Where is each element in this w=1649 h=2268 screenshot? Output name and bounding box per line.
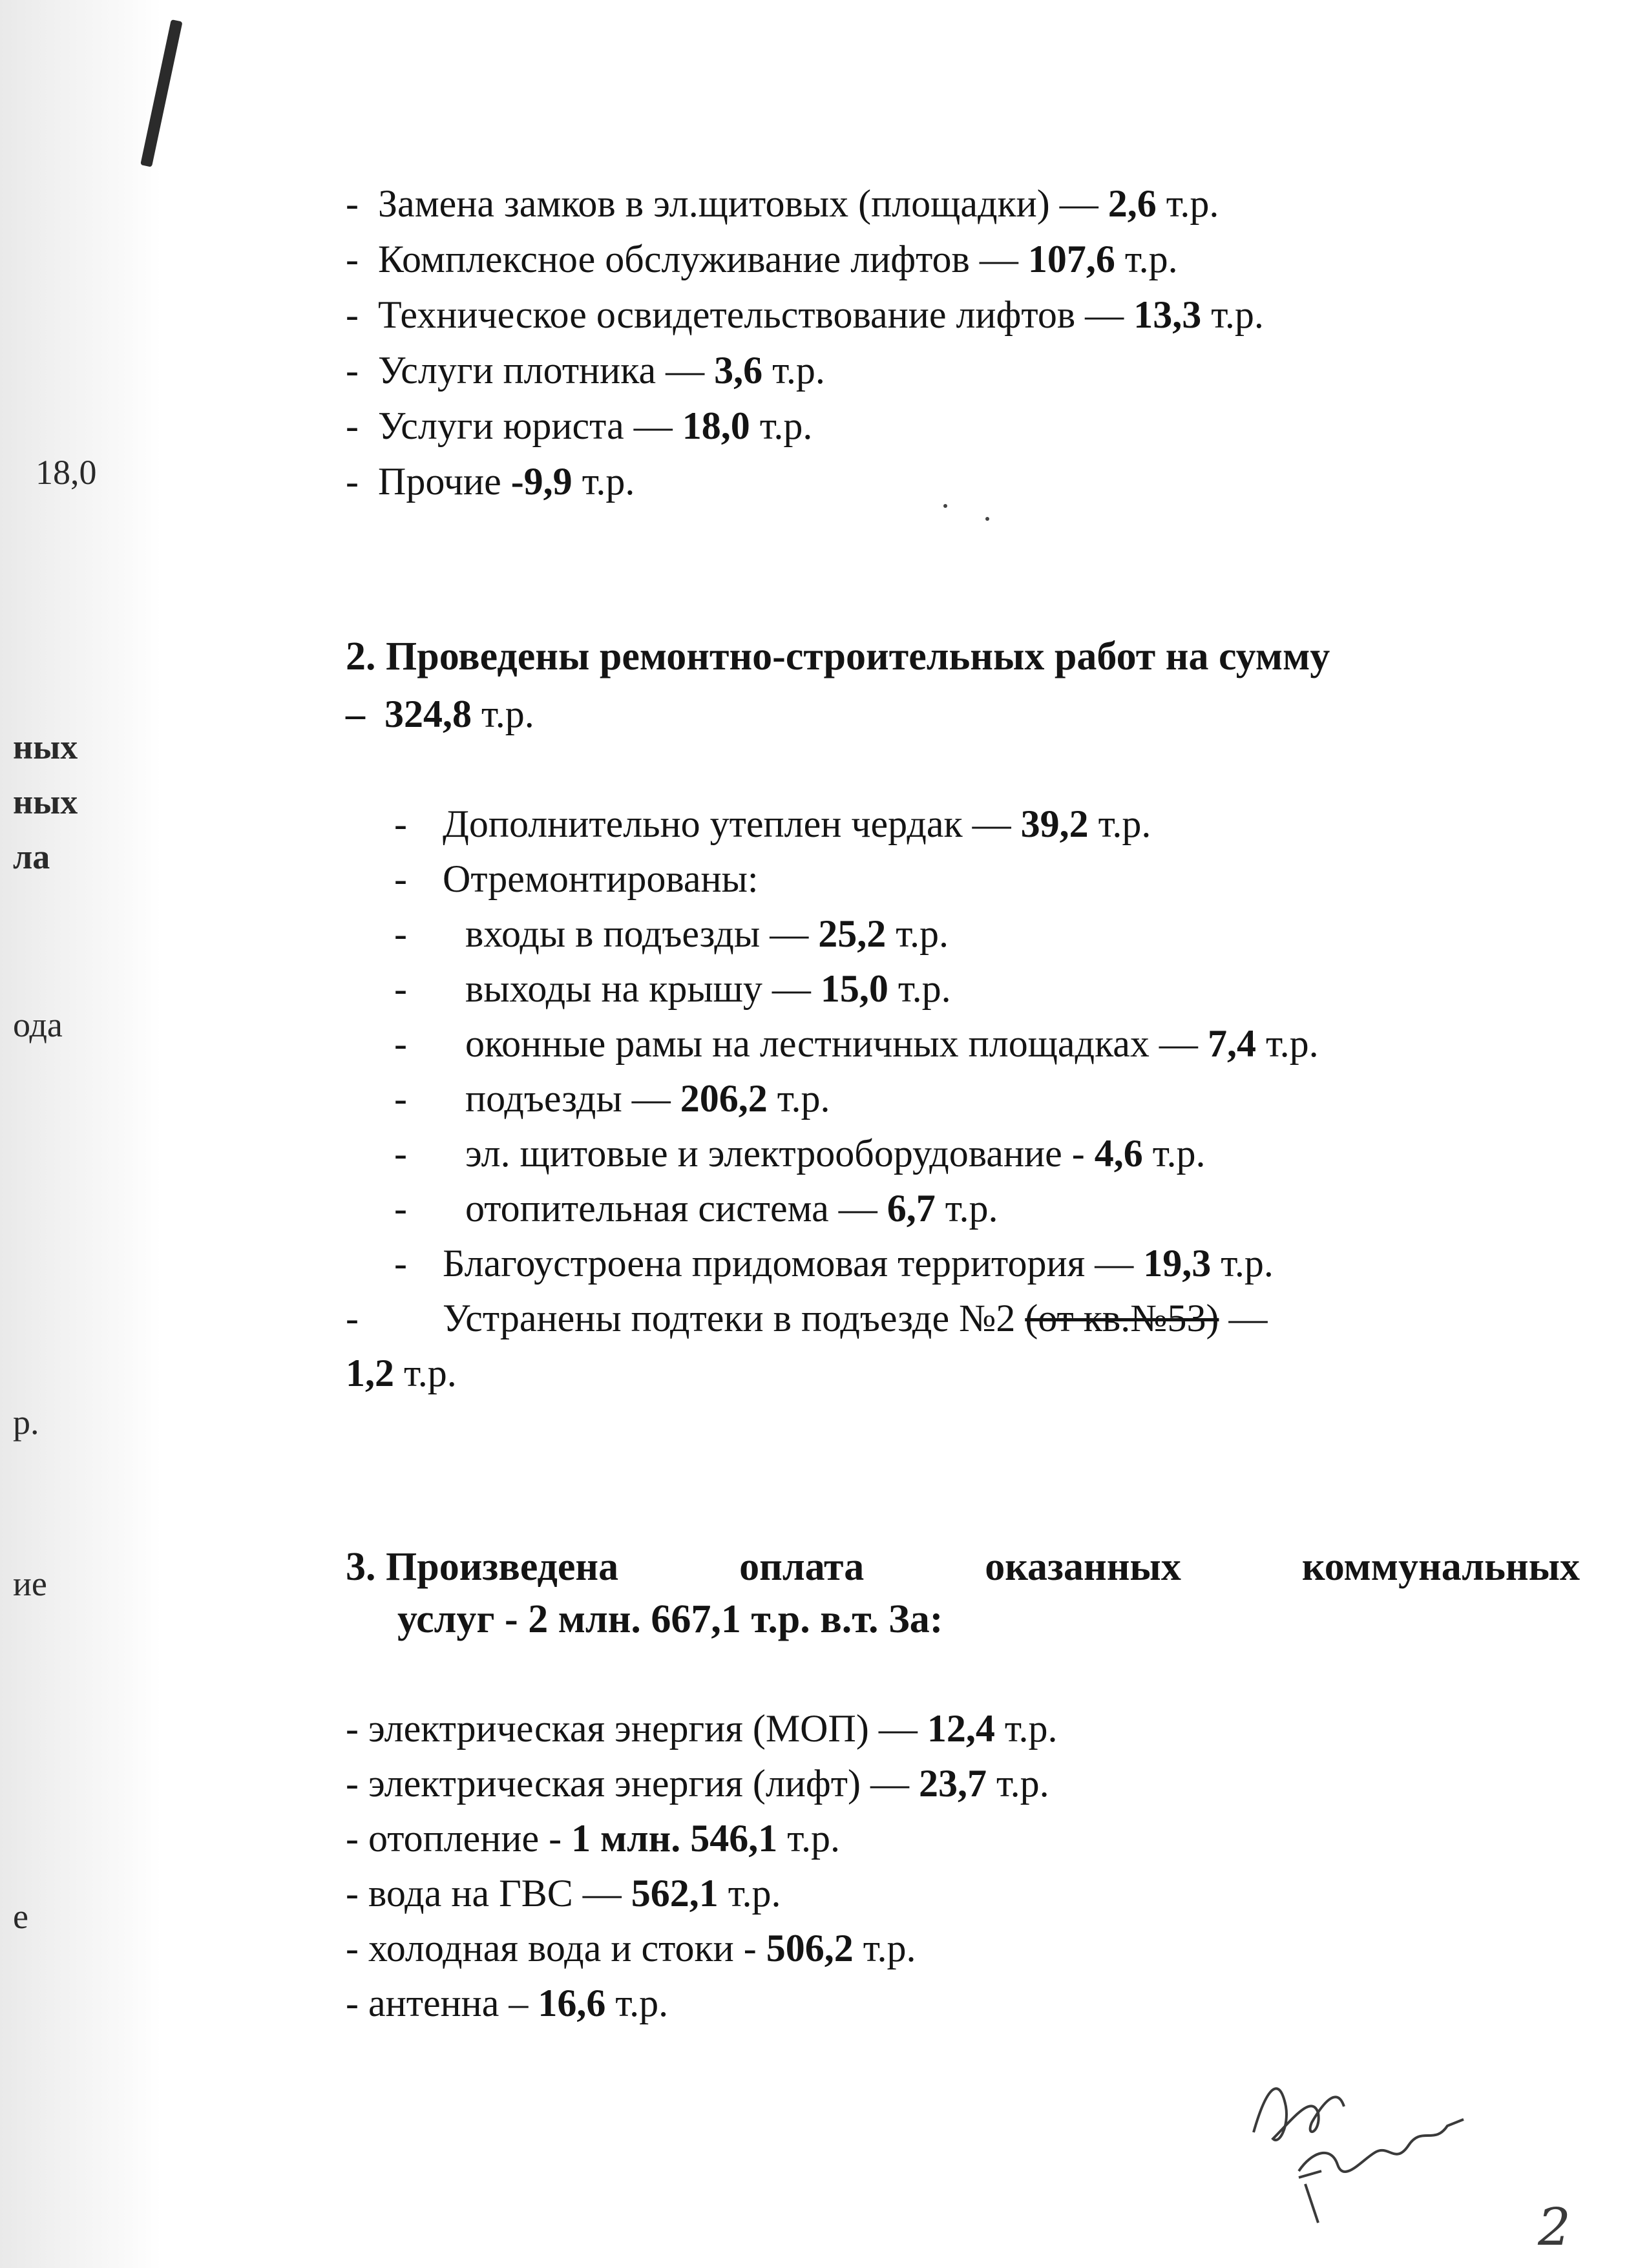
bullet-dash-icon: - [346, 238, 359, 280]
list-item: - Благоустроена придомовая территория — 19,3 т.р. [394, 1242, 1274, 1285]
list-item-continuation: 1,2 т.р. [346, 1352, 457, 1394]
handwritten-page-number: 2 [1538, 2197, 1571, 2257]
handwritten-signature [1241, 2048, 1512, 2236]
list-item: - вода на ГВС — 562,1 т.р. [346, 1872, 781, 1915]
bullet-dash-icon: - [346, 460, 359, 503]
list-item: - Комплексное обслуживание лифтов — 107,6 т.р. [346, 238, 1178, 280]
margin-bleed-text: ла [13, 837, 50, 876]
margin-bleed-text: р. [13, 1403, 39, 1442]
bullet-dash-icon: - [394, 1077, 407, 1120]
amount: 16,6 [538, 1982, 606, 2024]
amount: 15,0 [820, 967, 888, 1010]
amount: 12,4 [927, 1707, 995, 1750]
list-item: - Дополнительно утеплен чердак — 39,2 т.р. [394, 803, 1151, 845]
list-item: - входы в подъезды — 25,2 т.р. [394, 912, 949, 955]
amount: 324,8 [384, 693, 472, 735]
list-item: - электрическая энергия (лифт) — 23,7 т.р. [346, 1762, 1049, 1805]
list-item: - оконные рамы на лестничных площадках — 7,4 т.р. [394, 1022, 1319, 1065]
bullet-dash-icon: - [394, 1242, 407, 1285]
amount: 2,6 [1108, 182, 1157, 225]
margin-bleed-text: е [13, 1897, 28, 1936]
amount: 6,7 [887, 1187, 936, 1230]
list-item: - антенна – 16,6 т.р. [346, 1982, 669, 2024]
margin-bleed-text: ных [13, 728, 78, 766]
amount: 39,2 [1020, 803, 1089, 845]
section-heading: 2. Проведены ремонтно-строительных работ на сумму [346, 635, 1330, 678]
section-heading-line2: услуг - 2 млн. 667,1 т.р. в.т. За: [397, 1597, 943, 1641]
list-item: - электрическая энергия (МОП) — 12,4 т.р. [346, 1707, 1058, 1750]
bullet-dash-icon: - [346, 293, 359, 336]
amount: 506,2 [766, 1927, 854, 1969]
bullet-dash-icon: - [346, 404, 359, 447]
amount: 1 млн. 546,1 [571, 1817, 778, 1860]
bullet-dash-icon: - [394, 803, 407, 845]
list-item: - выходы на крышу — 15,0 т.р. [394, 967, 951, 1010]
list-item: - Услуги плотника — 3,6 т.р. [346, 349, 825, 392]
list-item: - Отремонтированы: [394, 857, 759, 900]
amount: 4,6 [1094, 1132, 1143, 1175]
bullet-dash-icon: - [394, 1132, 407, 1175]
amount: 23,7 [918, 1762, 987, 1805]
amount: 7,4 [1207, 1022, 1256, 1065]
margin-bleed-text: ие [13, 1564, 47, 1603]
amount: 562,1 [631, 1872, 719, 1915]
struck-text: (от кв.№53) [1025, 1297, 1219, 1339]
bullet-dash-icon: - [346, 1297, 359, 1339]
margin-bleed-text: 18,0 [36, 453, 97, 492]
scan-speck [985, 517, 989, 521]
amount: 19,3 [1143, 1242, 1212, 1285]
list-item: - отопительная система — 6,7 т.р. [394, 1187, 998, 1230]
list-item: - холодная вода и стоки - 506,2 т.р. [346, 1927, 916, 1969]
amount: 13,3 [1133, 293, 1202, 336]
list-item: - Замена замков в эл.щитовых (площадки) — 2,6 т.р. [346, 182, 1219, 225]
amount: 107,6 [1027, 238, 1115, 280]
amount: 18,0 [682, 404, 750, 447]
amount: 206,2 [680, 1077, 768, 1120]
amount: 25,2 [818, 912, 887, 955]
list-item: - подъезды — 206,2 т.р. [394, 1077, 830, 1120]
bullet-dash-icon: - [394, 1187, 407, 1230]
list-item: - отопление - 1 млн. 546,1 т.р. [346, 1817, 840, 1860]
bullet-dash-icon: - [394, 857, 407, 900]
bullet-dash-icon: - [346, 182, 359, 225]
bullet-dash-icon: - [394, 912, 407, 955]
scan-speck [943, 504, 947, 508]
list-item: - Услуги юриста — 18,0 т.р. [346, 404, 813, 447]
list-item: - Техническое освидетельствование лифтов — 13,3 т.р. [346, 293, 1264, 336]
bullet-dash-icon: - [346, 349, 359, 392]
list-item: - Устранены подтеки в подъезде №2 (от кв.№53) — [346, 1297, 1268, 1339]
amount: -9,9 [510, 460, 572, 503]
section-heading: 3. Произведена оплата оказанных коммунальных [346, 1545, 1580, 1589]
margin-bleed-text: ода [13, 1005, 63, 1044]
margin-bleed-text: ных [13, 782, 78, 821]
amount: 3,6 [714, 349, 763, 392]
amount: 1,2 [346, 1352, 394, 1394]
bullet-dash-icon: - [394, 1022, 407, 1065]
bullet-dash-icon: - [394, 967, 407, 1010]
list-item: - эл. щитовые и электрооборудование - 4,6 т.р. [394, 1132, 1206, 1175]
section-total: – 324,8 т.р. [346, 693, 534, 735]
list-item: - Прочие -9,9 т.р. [346, 460, 635, 503]
